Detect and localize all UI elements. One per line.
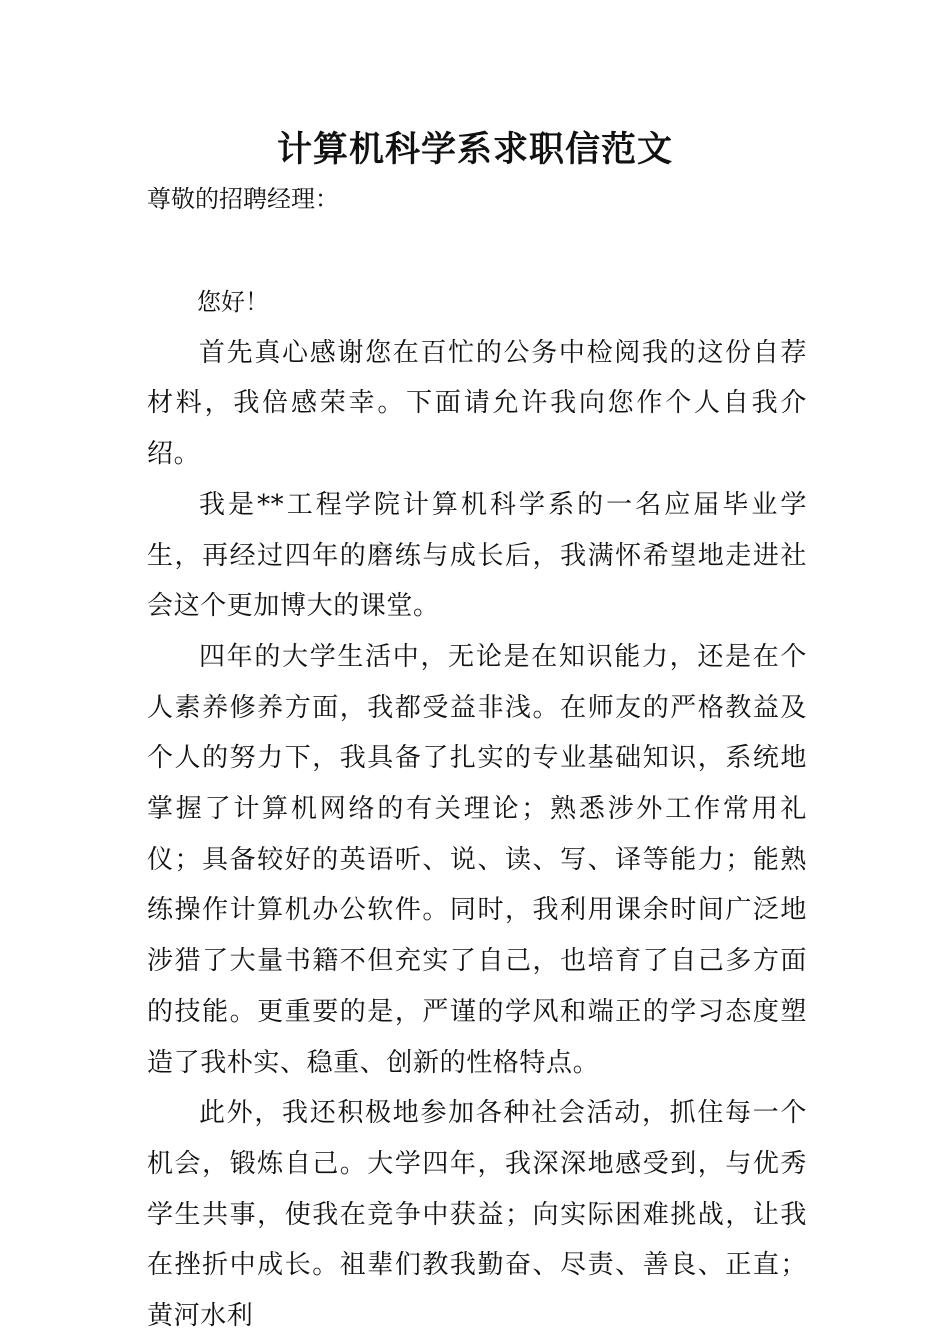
greeting: 您好！ (197, 288, 269, 316)
paragraph-skills: 四年的大学生活中，无论是在知识能力，还是在个人素养修养方面，我都受益非浅。在师友的严格教益及个人的努力下，我具备了扎实的专业基础知识，系统地掌握了计算机网络的有关理论；熟悉涉外工作常用礼仪；具备较好的英语听、说、读、写、译等能力；能熟练操作计算机办公软件。同时，我利用课余时间广泛地涉猎了大量书籍不但充实了自己，也培育了自己多方面的技能。更重要的是，严谨的学风和端正的学习态度塑造了我朴实、稳重、创新的性格特点。 (147, 641, 807, 1078)
paragraph-background: 我是**工程学院计算机科学系的一名应届毕业学生，再经过四年的磨练与成长后，我满怀希望地走进社会这个更加博大的课堂。 (147, 489, 807, 622)
letter-body (147, 277, 807, 1342)
document-title: 计算机科学系求职信范文 (276, 130, 673, 170)
salutation: 尊敬的招聘经理： (147, 185, 339, 213)
paragraph-activities: 此外，我还积极地参加各种社会活动，抓住每一个机会，锻炼自己。大学四年，我深深地感受到，与优秀学生共事，使我在竞争中获益；向实际困难挑战，让我在挫折中成长。祖辈们教我勤奋、尽责、善良、正直；黄河水利 (147, 1098, 807, 1332)
paragraph-intro: 首先真心感谢您在百忙的公务中检阅我的这份自荐材料，我倍感荣幸。下面请允许我向您作个人自我介绍。 (147, 337, 807, 470)
